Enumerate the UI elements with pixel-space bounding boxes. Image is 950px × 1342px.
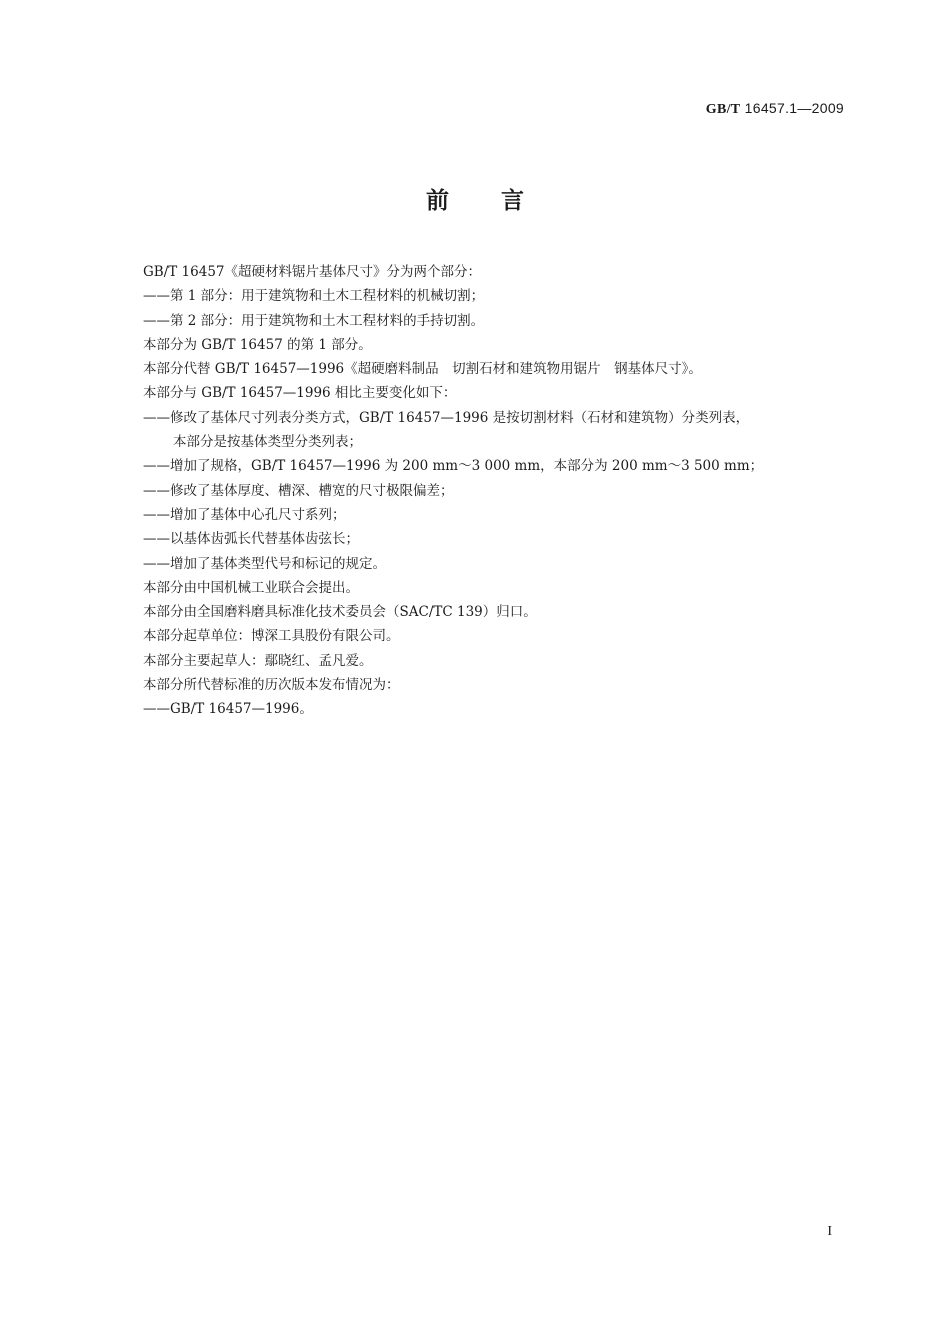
text-line: 本部分所代替标准的历次版本发布情况为：	[143, 677, 400, 694]
text-line: GB/T 16457《超硬材料锯片基体尺寸》分为两个部分：	[143, 264, 481, 280]
text-line: ——第 2 部分：用于建筑物和土木工程材料的手持切割。	[143, 312, 485, 329]
text-line: ——修改了基体厚度、槽深、槽宽的尺寸极限偏差；	[143, 482, 454, 499]
text-line: ——GB/T 16457—1996。	[143, 701, 313, 718]
text-line: 本部分由全国磨料磨具标准化技术委员会（SAC/TC 139）归口。	[143, 604, 537, 621]
text-line: 本部分主要起草人：鄢晓红、孟凡爱。	[143, 652, 373, 669]
text-line: 本部分与 GB/T 16457—1996 相比主要变化如下：	[143, 385, 457, 402]
standard-code-prefix: GB/T	[705, 102, 741, 117]
foreword-body	[143, 260, 853, 722]
standard-code-number: 16457.1—2009	[744, 100, 844, 116]
page-number: I	[827, 1224, 832, 1239]
page-title: 前言	[426, 188, 576, 214]
text-line: ——以基体齿弧长代替基体齿弦长；	[143, 531, 359, 548]
text-line: 本部分起草单位：博深工具股份有限公司。	[143, 628, 400, 645]
text-line: ——第 1 部分：用于建筑物和土木工程材料的机械切割；	[143, 288, 485, 305]
text-line: ——修改了基体尺寸列表分类方式，GB/T 16457—1996 是按切割材料（石材和建筑物）分类列表，	[143, 409, 750, 426]
text-line: ——增加了规格，GB/T 16457—1996 为 200 mm～3 000 mm，本部分为 200 mm～3 500 mm；	[143, 458, 764, 475]
text-line: 本部分为 GB/T 16457 的第 1 部分。	[143, 336, 372, 353]
text-line: 本部分代替 GB/T 16457—1996《超硬磨料制品 切割石材和建筑物用锯片 钢基体尺寸》。	[143, 361, 702, 378]
text-line: ——增加了基体中心孔尺寸系列；	[143, 506, 346, 523]
standard-code	[706, 100, 844, 118]
text-line: ——增加了基体类型代号和标记的规定。	[143, 555, 386, 572]
text-line-continuation: 本部分是按基体类型分类列表；	[173, 434, 362, 451]
text-line: 本部分由中国机械工业联合会提出。	[143, 579, 359, 596]
